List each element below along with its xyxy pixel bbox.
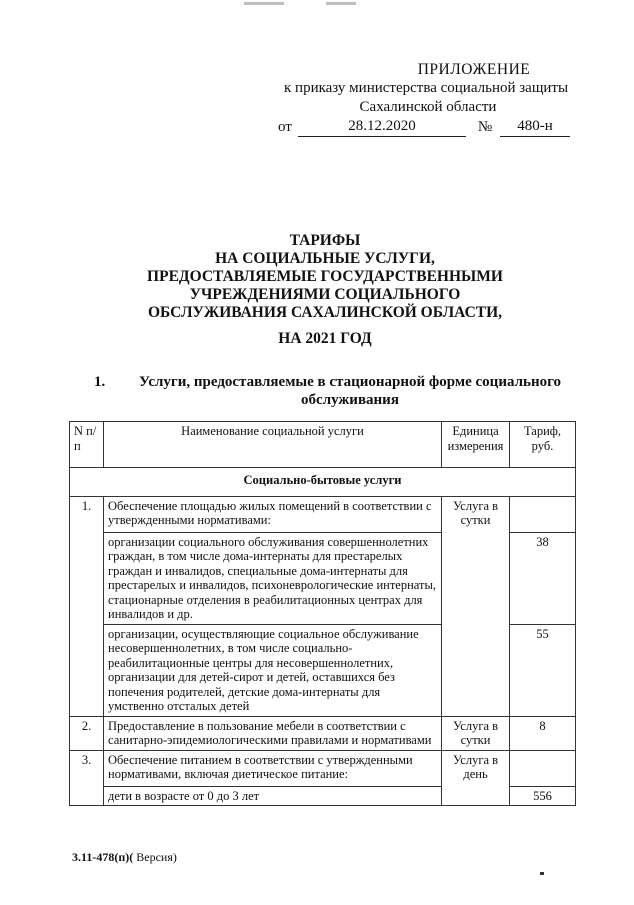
header-tariff: Тариф, руб.: [510, 422, 576, 468]
table-row: [70, 716, 576, 750]
title-line: ТАРИФЫ: [289, 232, 361, 249]
service-name: Предоставление в пользование мебели в соответствии с санитарно-эпидемиологическими правилами и нормативами: [104, 716, 442, 750]
header-name: Наименование социальной услуги: [104, 422, 442, 468]
row-number: 2.: [70, 716, 104, 750]
document-footer: [72, 850, 177, 865]
service-tariff: 8: [510, 716, 576, 750]
title-line: ОБСЛУЖИВАНИЯ САХАЛИНСКОЙ ОБЛАСТИ,: [147, 304, 503, 321]
service-tariff: 55: [510, 624, 576, 716]
service-subitem-name: дети в возрасте от 0 до 3 лет: [104, 786, 442, 806]
title-year: НА 2021 ГОД: [278, 330, 372, 347]
order-number: 480-н: [500, 117, 570, 137]
service-tariff: [510, 750, 576, 786]
service-subitem-name: организации социального обслуживания совершеннолетних граждан, в том числе дома-интернаты для престарелых граждан и инвалидов, специальные дома-интернаты для престарелых и инвалидов, психоневрологические интернаты, стационарные отделения в реабилитационных центрах для инвалидов и др.: [104, 532, 442, 624]
service-name: Обеспечение питанием в соответствии с утвержденными нормативами, включая диетическое питание:: [104, 750, 442, 786]
title-line: ПРЕДОСТАВЛЯЕМЫЕ ГОСУДАРСТВЕННЫМИ: [147, 268, 503, 285]
header-num: N п/п: [70, 422, 104, 468]
tariffs-table: [69, 421, 576, 806]
row-number: 3.: [70, 750, 104, 806]
section-title-line: обслуживания: [301, 392, 399, 408]
scan-artifact-mark: [326, 2, 356, 5]
title-line: УЧРЕЖДЕНИЯМИ СОЦИАЛЬНОГО: [189, 286, 461, 303]
service-tariff: 556: [510, 786, 576, 806]
appendix-region-line: Сахалинской области: [359, 99, 497, 115]
footer-version: Версия): [136, 850, 177, 864]
section-number: 1.: [94, 374, 106, 390]
table-row: [70, 750, 576, 786]
scan-artifact-dot: [540, 872, 544, 875]
table-row: [70, 496, 576, 532]
title-line: НА СОЦИАЛЬНЫЕ УСЛУГИ,: [215, 250, 435, 267]
scan-artifact-mark: [244, 2, 284, 5]
service-tariff: [510, 496, 576, 532]
footer-code: 3.11-478(п)(: [72, 850, 134, 864]
section-title: [130, 373, 570, 409]
appendix-date-line: [278, 117, 578, 137]
table-header-row: [70, 422, 576, 468]
appendix-order-line: к приказу министерства социальной защиты: [284, 80, 569, 96]
appendix-block: [278, 60, 578, 137]
section-title-line: Услуги, предоставляемые в стационарной форме социального: [138, 374, 562, 390]
group-row: [70, 468, 576, 497]
service-unit: Услуга в день: [442, 750, 510, 806]
header-unit: Единица измерения: [442, 422, 510, 468]
service-subitem-name: организации, осуществляющие социальное обслуживание несовершеннолетних, в том числе социально-реабилитационные центры для несовершеннолетних, организации для детей-сирот и детей, оставшихся без попечения родителей, детские дома-интернаты для умственно отсталых детей: [104, 624, 442, 716]
row-number: 1.: [70, 496, 104, 716]
order-date: 28.12.2020: [298, 117, 466, 137]
appendix-title: ПРИЛОЖЕНИЕ: [417, 61, 531, 78]
document-title: [100, 232, 550, 348]
service-unit: Услуга в сутки: [442, 716, 510, 750]
service-tariff: 38: [510, 532, 576, 624]
group-title: Социально-бытовые услуги: [70, 468, 576, 497]
number-label: №: [477, 119, 493, 135]
service-unit: Услуга в сутки: [442, 496, 510, 716]
service-name: Обеспечение площадью жилых помещений в соответствии с утвержденными нормативами:: [104, 496, 442, 532]
from-label: от: [278, 119, 292, 135]
